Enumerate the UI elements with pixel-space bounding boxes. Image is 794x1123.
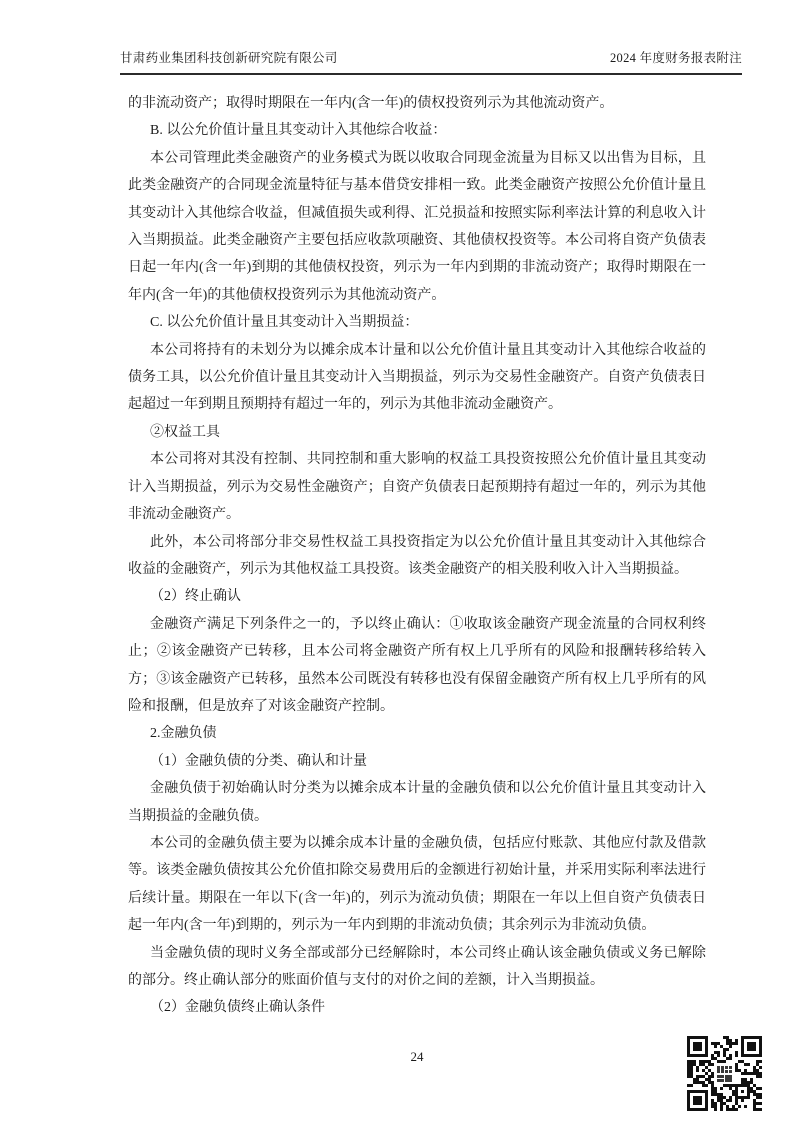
company-name: 甘肃药业集团科技创新研究院有限公司 <box>120 51 338 65</box>
paragraph: 2.金融负债 <box>150 726 217 742</box>
paragraph: 本公司管理此类金融资产的业务模式为既以收取合同现金流量为目标又以出售为目标，且此类金融资产的合同现金流量特征与基本借贷安排相一致。此类金融资产按照公允价值计量且其变动计入其他综合收益，但减值损失或利得、汇兑损益和按照实际利率法计算的利息收入计入当期损益。此类金融资产主要包括应收款项融资、其他债权投资等。本公司将自资产负债表日起一年内(含一年)到期的其他债权投资，列示为一年内到期的非流动资产；取得时期限在一年内(含一年)的其他债权投资列示为其他流动资产。 <box>128 150 706 303</box>
paragraph: C. 以公允价值计量且其变动计入当期损益： <box>150 315 419 331</box>
paragraph: 当金融负债的现时义务全部或部分已经解除时，本公司终止确认该金融负债或义务已解除的部分。终止确认部分的账面价值与支付的对价之间的差额，计入当期损益。 <box>128 945 706 988</box>
paragraph: 金融负债于初始确认时分类为以摊余成本计量的金融负债和以公允价值计量且其变动计入当期损益的金融负债。 <box>128 781 706 824</box>
paragraph: （1）金融负债的分类、确认和计量 <box>150 753 367 769</box>
paragraph: 金融资产满足下列条件之一的，予以终止确认：①收取该金融资产现金流量的合同权利终止；②该金融资产已转移，且本公司将金融资产所有权上几乎所有的风险和报酬转移给转入方；③该金融资产已转移，虽然本公司既没有转移也没有保留金融资产所有权上几乎所有的风险和报酬，但是放弃了对该金融资产控制。 <box>128 616 706 714</box>
paragraph: ②权益工具 <box>150 424 220 440</box>
paragraph: （2）金融负债终止确认条件 <box>150 1000 325 1016</box>
qr-code-icon <box>687 1036 762 1111</box>
document-body <box>128 90 706 1022</box>
paragraph: 本公司的金融负债主要为以摊余成本计量的金融负债，包括应付账款、其他应付款及借款等。该类金融负债按其公允价值扣除交易费用后的金额进行初始计量，并采用实际利率法进行后续计量。期限在一年以下(含一年)的，列示为流动负债；期限在一年以上但自资产负债表日起一年内(含一年)到期的，列示为一年内到期的非流动负债；其余列示为非流动负债。 <box>128 835 706 934</box>
page-header <box>120 50 742 75</box>
paragraph: 本公司将持有的未划分为以摊余成本计量和以公允价值计量且其变动计入其他综合收益的债务工具，以公允价值计量且其变动计入当期损益，列示为交易性金融资产。自资产负债表日起超过一年到期且预期持有超过一年的，列示为其他非流动金融资产。 <box>128 342 706 413</box>
page-number: 24 <box>410 1049 424 1064</box>
paragraph: （2）终止确认 <box>150 589 241 605</box>
paragraph: 本公司将对其没有控制、共同控制和重大影响的权益工具投资按照公允价值计量且其变动计入当期损益，列示为交易性金融资产；自资产负债表日起预期持有超过一年的，列示为其他非流动金融资产。 <box>128 452 706 523</box>
paragraph: 的非流动资产；取得时期限在一年内(含一年)的债权投资列示为其他流动资产。 <box>128 96 614 111</box>
qr-code-image <box>687 1036 762 1111</box>
paragraph: B. 以公允价值计量且其变动计入其他综合收益： <box>150 123 447 139</box>
report-title: 2024 年度财务报表附注 <box>609 51 742 65</box>
paragraph: 此外，本公司将部分非交易性权益工具投资指定为以公允价值计量且其变动计入其他综合收益的金融资产，列示为其他权益工具投资。该类金融资产的相关股利收入计入当期损益。 <box>128 534 706 577</box>
